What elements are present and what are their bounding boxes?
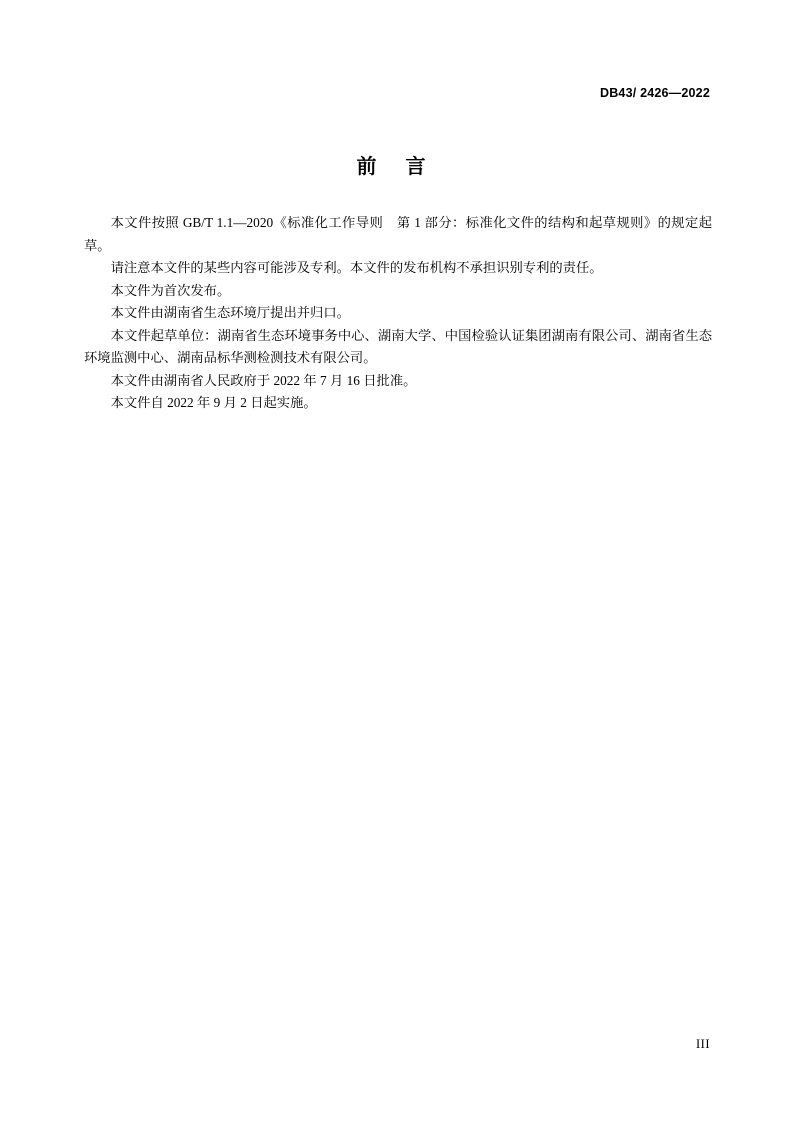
page-number: III: [696, 1037, 710, 1051]
paragraph: 本文件按照 GB/T 1.1—2020《标准化工作导则 第 1 部分：标准化文件的结构和起草规则》的规定起草。: [84, 215, 712, 253]
page-title: 前 言: [356, 156, 438, 178]
paragraph: 本文件自 2022 年 9 月 2 日起实施。: [110, 395, 317, 410]
paragraph: 本文件为首次发布。: [110, 282, 231, 298]
paragraph: 本文件由湖南省生态环境厅提出并归口。: [110, 305, 350, 320]
paragraph: 本文件起草单位：湖南省生态环境事务中心、湖南大学、中国检验认证集团湖南有限公司、湖南省生态环境监测中心、湖南品标华测检测技术有限公司。: [84, 327, 712, 365]
paragraph: 本文件由湖南省人民政府于 2022 年 7 月 16 日批准。: [110, 372, 417, 388]
foreword-body: [84, 212, 712, 415]
paragraph: 请注意本文件的某些内容可能涉及专利。本文件的发布机构不承担识别专利的责任。: [110, 260, 603, 275]
standard-number-header: DB43/ 2426—2022: [599, 86, 710, 100]
